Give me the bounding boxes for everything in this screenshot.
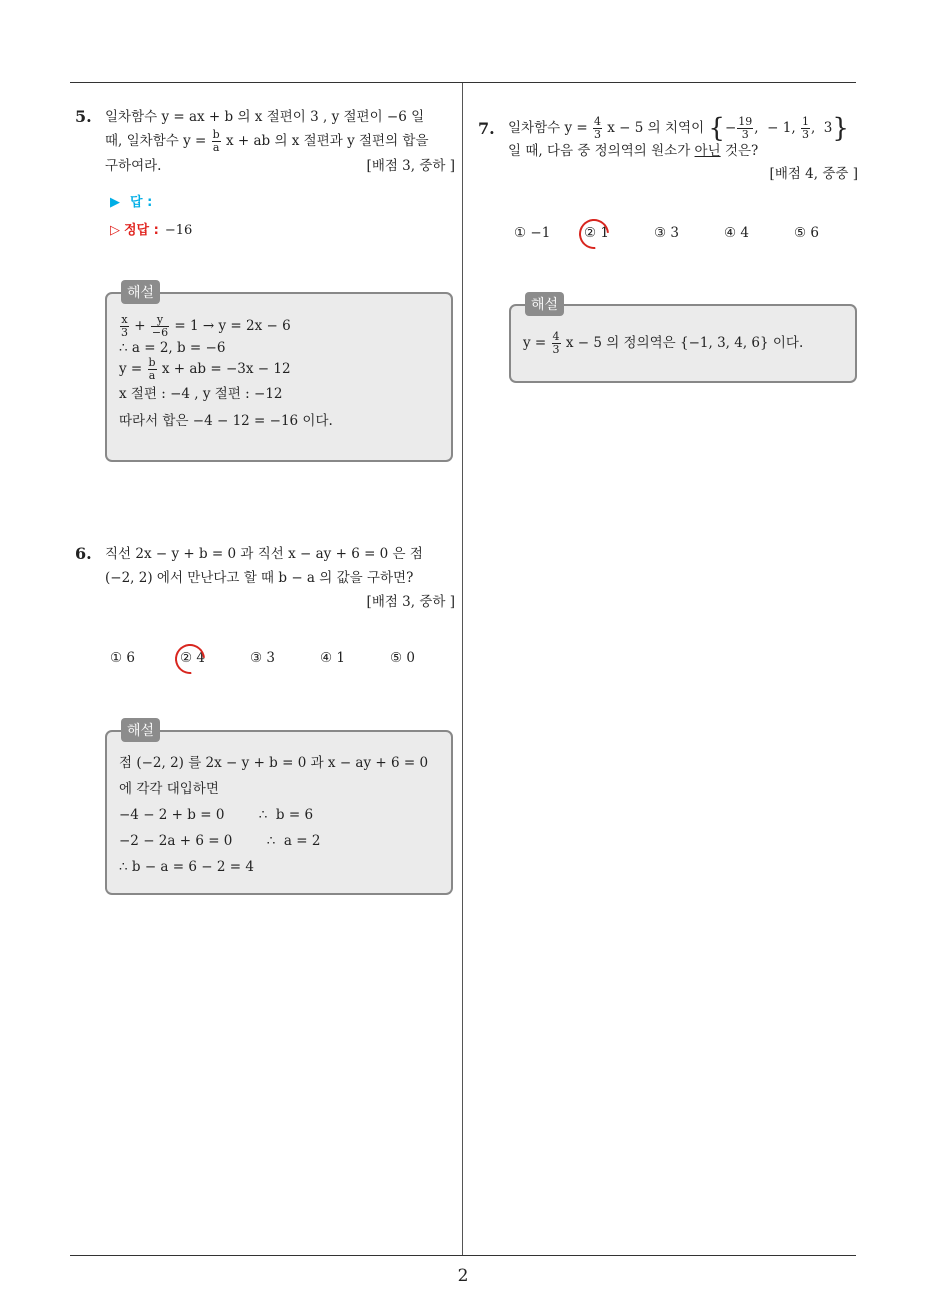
fraction (148, 357, 157, 382)
explanation-line-2: 에 각각 대입하면 (119, 781, 219, 797)
choice-3[interactable]: ③ 3 (250, 650, 275, 666)
answer-row (110, 191, 152, 210)
page-number: 2 (457, 1266, 469, 1286)
play-triangle-icon: ▶ (110, 195, 120, 210)
question-text (508, 115, 858, 187)
explanation-line-1 (119, 314, 441, 339)
correct-answer-label: 정답 : (124, 223, 159, 238)
choice-label: ② 1 (584, 225, 609, 241)
explanation-box (509, 297, 857, 383)
outline-triangle-icon: ▷ (110, 223, 120, 238)
fraction (212, 129, 221, 154)
range-sign: − (724, 120, 737, 136)
line-suffix: 것은? (724, 143, 759, 159)
line-prefix: 일차함수 y = (508, 120, 588, 136)
score-meta: [배점 3, 중하 ] (366, 158, 455, 174)
line-mid: x − 5 의 치역이 (607, 120, 705, 136)
question-line-3 (105, 154, 455, 178)
question-line-1: 일차함수 y = ax + b 의 x 절편이 3 , y 절편이 −6 일 (105, 109, 425, 125)
fraction-denominator: −6 (151, 326, 169, 339)
range-end: , 3 (810, 120, 833, 136)
fraction (737, 116, 753, 141)
fraction-numerator: 1 (801, 115, 809, 128)
choice-4[interactable]: ④ 4 (724, 225, 749, 241)
fraction-numerator: b (212, 128, 220, 141)
explanation-line-3: −4 − 2 + b = 0 ∴ b = 6 (119, 807, 314, 823)
question-6 (75, 544, 455, 624)
question-line-2 (508, 141, 858, 161)
fraction (552, 331, 561, 356)
explanation-line-4: x 절편 : −4 , y 절편 : −12 (119, 386, 283, 402)
fraction-numerator: y (151, 314, 169, 327)
selected-circle-icon (169, 638, 211, 680)
explanation-tag: 해설 (525, 292, 564, 316)
correct-answer-value: −16 (164, 223, 193, 238)
question-number: 7. (478, 119, 495, 138)
choices-q7 (514, 225, 854, 245)
answer-label: 답 : (130, 195, 153, 210)
explanation-line-4: −2 − 2a + 6 = 0 ∴ a = 2 (119, 833, 321, 849)
choice-4[interactable]: ④ 1 (320, 650, 345, 666)
fraction-numerator: b (148, 356, 156, 369)
equation-rest: x + ab = −3x − 12 (161, 361, 291, 377)
fraction-denominator: 3 (552, 343, 560, 356)
explanation-tag: 해설 (121, 280, 160, 304)
explanation-box (105, 723, 453, 895)
question-line-2: (−2, 2) 에서 만난다고 할 때 b − a 의 값을 구하면? (105, 570, 414, 586)
question-line-2 (105, 129, 455, 154)
operator: + (134, 318, 146, 334)
choice-3[interactable]: ③ 3 (654, 225, 679, 241)
question-text (105, 105, 455, 178)
score-meta: [배점 3, 중하 ] (366, 594, 455, 610)
choice-5[interactable]: ⑤ 6 (794, 225, 819, 241)
explanation-content (119, 750, 441, 880)
choice-2[interactable] (584, 225, 609, 241)
fraction (120, 314, 129, 339)
range-mid: , − 1, (754, 120, 800, 136)
explanation-box (105, 285, 453, 462)
question-line-1: 직선 2x − y + b = 0 과 직선 x − ay + 6 = 0 은 점 (105, 546, 423, 562)
fraction-denominator: 3 (801, 128, 809, 141)
question-number: 6. (75, 544, 92, 563)
fraction-denominator: a (212, 141, 220, 154)
explanation-line-5: 따라서 합은 −4 − 12 = −16 이다. (119, 413, 333, 429)
column-divider (462, 83, 463, 1255)
line-text: 구하여라. (105, 158, 162, 174)
bottom-rule (70, 1255, 856, 1256)
fraction-numerator: 19 (738, 115, 753, 128)
underlined-word: 아닌 (694, 143, 721, 159)
fraction-numerator: x (121, 313, 128, 326)
explanation-line-5: ∴ b − a = 6 − 2 = 4 (119, 859, 254, 875)
fraction-denominator: 3 (741, 128, 749, 141)
choice-5[interactable]: ⑤ 0 (390, 650, 415, 666)
right-brace: } (832, 113, 849, 144)
choice-1[interactable]: ① −1 (514, 225, 551, 241)
equation-prefix: y = (523, 335, 547, 351)
fraction-denominator: a (148, 369, 156, 382)
left-brace: { (708, 113, 725, 144)
equation-prefix: y = (119, 361, 143, 377)
question-5 (75, 107, 455, 187)
line-prefix: 때, 일차함수 y = (105, 133, 207, 149)
fraction (151, 314, 169, 339)
explanation-line-1: 점 (−2, 2) 를 2x − y + b = 0 과 x − ay + 6 = 0 (119, 755, 429, 771)
correct-answer-row (110, 219, 192, 238)
question-number: 5. (75, 107, 92, 126)
explanation-line-2: ∴ a = 2, b = −6 (119, 340, 226, 356)
fraction-numerator: 4 (552, 330, 560, 343)
explanation-content (523, 330, 845, 356)
choices-q6 (110, 650, 450, 670)
fraction (801, 116, 810, 141)
fraction-numerator: 4 (593, 115, 601, 128)
explanation-tag: 해설 (121, 718, 160, 742)
question-7 (478, 115, 858, 195)
question-line-1 (508, 113, 858, 144)
line-prefix: 일 때, 다음 중 정의역의 원소가 (508, 143, 691, 159)
equation-rest: x − 5 의 정의역은 {−1, 3, 4, 6} 이다. (565, 335, 804, 351)
top-rule (70, 82, 856, 83)
line-suffix: x + ab 의 x 절편과 y 절편의 합을 (225, 133, 429, 149)
explanation-line-3 (119, 357, 441, 382)
equation-rest: = 1 → y = 2x − 6 (174, 318, 291, 334)
fraction-denominator: 3 (121, 326, 128, 339)
selected-circle-icon (573, 213, 615, 255)
choice-label: ② 4 (180, 650, 205, 666)
explanation-content (119, 314, 441, 433)
choice-2[interactable] (180, 650, 205, 666)
choice-1[interactable]: ① 6 (110, 650, 135, 666)
score-meta: [배점 4, 중중 ] (769, 166, 858, 182)
question-text (105, 542, 455, 614)
fraction-denominator: 3 (593, 128, 601, 141)
fraction (593, 116, 602, 141)
